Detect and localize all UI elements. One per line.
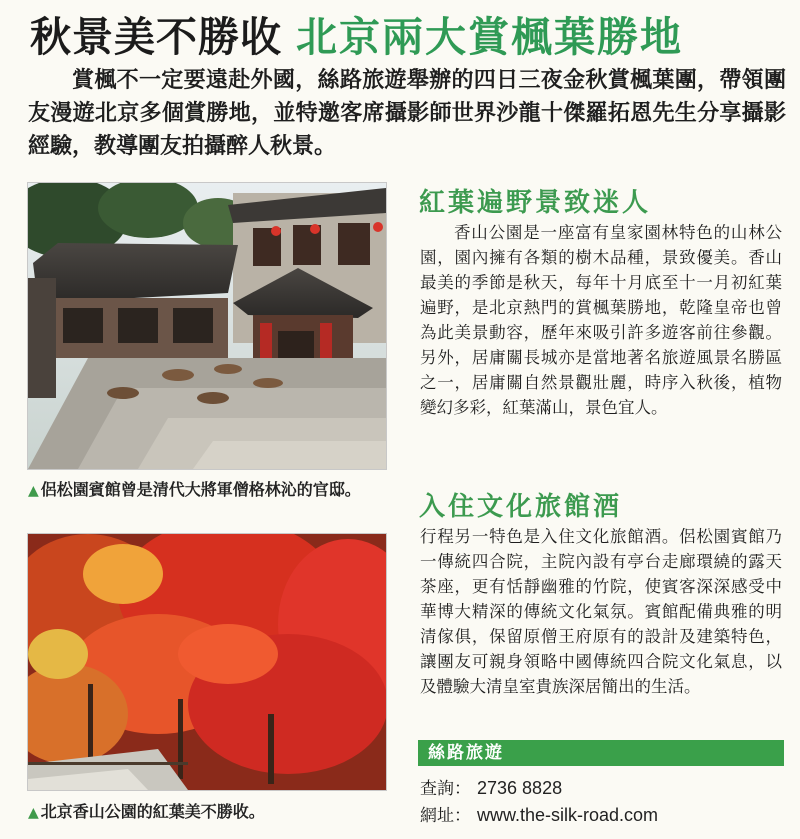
photo1-caption — [28, 478, 388, 503]
photo1-caption-text: 侶松園賓館曾是清代大將軍僧格林沁的官邸。 — [40, 480, 361, 499]
section2-body: 行程另一特色是入住文化旅館酒。侶松園賓館乃一傳統四合院，主院內設有亭台走廊環繞的露天茶座，更有恬靜幽雅的竹院，使賓客深深感受中華博大精深的傳統文化氣氛。賓館配備典雅的明清傢俱，保留原僧王府原有的設計及建築特色，讓團友可親身領略中國傳統四合院文化氣息，以及體驗大清皇室貴族深居簡出的生活。 — [420, 527, 782, 696]
photo2-caption-text: 北京香山公園的紅葉美不勝收。 — [40, 802, 265, 821]
headline-main: 秋景美不勝收 — [30, 13, 282, 61]
section1-body: 香山公園是一座富有皇家園林特色的山林公園，園內擁有各類的樹木品種，景致優美。香山最美的季節是秋天，每年十月底至十一月初紅葉遍野，是北京熱門的賞楓葉勝地，乾隆皇帝也曾為此美景動容，歷年來吸引許多遊客前往參觀。另外，居庸關長城亦是當地著名旅遊風景名勝區之一，居庸關自然景觀壯麗，時序入秋後，植物變幻多彩，紅葉滿山，景色宜人。 — [420, 223, 782, 417]
website-label: 網址： — [420, 806, 471, 826]
company-info-bar: 絲路旅遊 — [418, 740, 784, 766]
phone-line — [420, 774, 562, 799]
website-url: www.the-silk-road.com — [477, 805, 659, 825]
red-leaves-photo — [27, 533, 387, 791]
triangle-marker-icon: ▲ — [28, 805, 39, 821]
triangle-marker-icon: ▲ — [28, 483, 39, 499]
courtyard-hotel-image — [28, 183, 386, 469]
intro-paragraph: 賞楓不一定要遠赴外國，絲路旅遊舉辦的四日三夜金秋賞楓葉團，帶領團友漫遊北京多個賞勝地，並特邀客席攝影師世界沙龍十傑羅拓恩先生分享攝影經驗，教導團友拍攝醉人秋景。 — [28, 68, 786, 159]
courtyard-hotel-photo — [27, 182, 387, 470]
headline — [30, 4, 790, 62]
phone-label: 查詢： — [420, 779, 471, 799]
red-leaves-image — [28, 534, 386, 790]
headline-sub: 北京兩大賞楓葉勝地 — [296, 13, 683, 61]
phone-number: 2736 8828 — [477, 778, 563, 798]
section2-title: 入住文化旅館酒 — [419, 492, 623, 522]
website-line — [420, 801, 658, 826]
photo2-caption — [28, 800, 388, 825]
section1-title: 紅葉遍野景致迷人 — [419, 188, 652, 218]
